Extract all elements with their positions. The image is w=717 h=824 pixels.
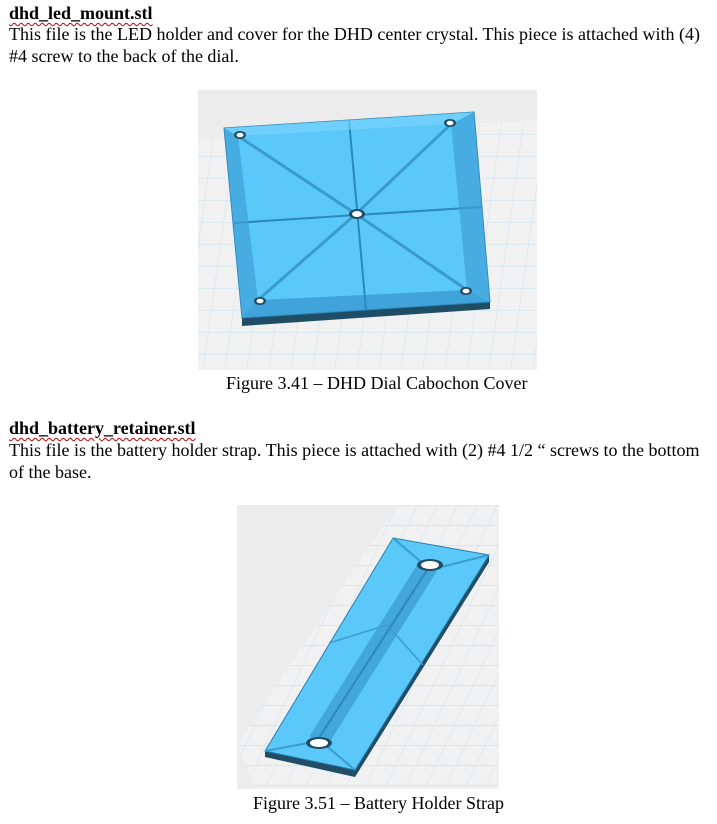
battery-retainer-render-image	[237, 505, 499, 789]
section-description-battery-retainer: This file is the battery holder strap. This piece is attached with (2) #4 1/2 “ screws to the bottom of the base.	[9, 440, 700, 482]
figure-caption-battery-retainer: Figure 3.51 – Battery Holder Strap	[253, 793, 504, 813]
section-heading-battery-retainer: dhd_battery_retainer.stl	[9, 418, 196, 438]
led-mount-render-image	[198, 90, 537, 370]
section-description-led-mount: This file is the LED holder and cover for the DHD center crystal. This piece is attached with (4) #4 screw to the back of the dial.	[9, 24, 700, 66]
section-heading-led-mount: dhd_led_mount.stl	[9, 3, 153, 23]
figure-caption-led-mount: Figure 3.41 – DHD Dial Cabochon Cover	[226, 373, 528, 393]
